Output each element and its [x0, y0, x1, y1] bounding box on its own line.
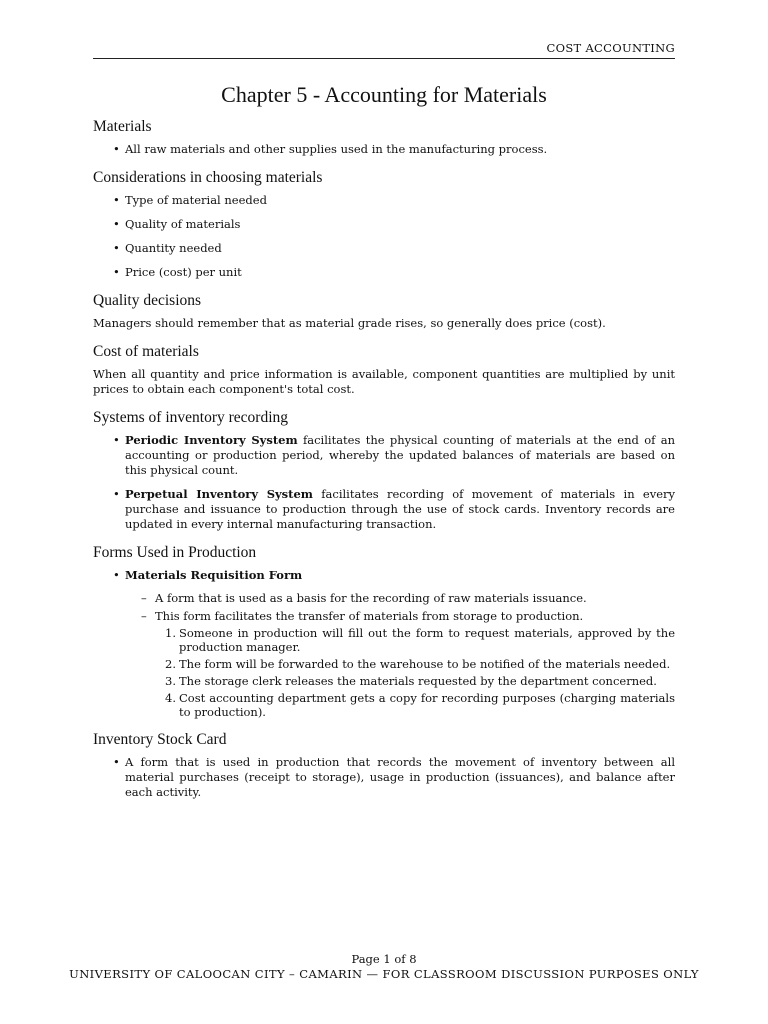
list-item [165, 657, 675, 671]
term-periodic: Periodic Inventory System [125, 433, 298, 447]
list-item [113, 755, 675, 800]
bullet-icon: • [113, 755, 120, 769]
dash-icon: – [141, 591, 147, 605]
list-item [165, 691, 675, 719]
section-inventory-stock-card [93, 731, 675, 800]
step-number: 3. [165, 674, 176, 688]
chapter-title: Chapter 5 - Accounting for Materials [221, 82, 547, 107]
list-item [141, 591, 675, 606]
list-item [165, 674, 675, 688]
section-heading: Quality decisions [93, 292, 202, 309]
list-item [113, 193, 675, 208]
paragraph: When all quantity and price information is available, component quantities are multiplied by unit prices to obtain each component's total cost. [93, 367, 675, 396]
section-heading: Cost of materials [93, 343, 199, 360]
bullet-icon: • [113, 217, 120, 231]
footer-institution: UNIVERSITY OF CALOOCAN CITY – CAMARIN — FOR CLASSROOM DISCUSSION PURPOSES ONLY [69, 967, 699, 981]
step-number: 2. [165, 657, 176, 671]
bullet-list [93, 142, 675, 157]
section-heading: Materials [93, 118, 152, 135]
section-heading: Inventory Stock Card [93, 731, 227, 748]
list-item-text: Price (cost) per unit [125, 265, 242, 279]
list-item-text: facilitates the physical counting of materials at the end of an accounting or production period, whereby the updated balances of materials are based on this physical count. [125, 433, 675, 477]
bullet-icon: • [113, 265, 120, 279]
bullet-icon: • [113, 487, 120, 501]
bullet-icon: • [113, 568, 120, 582]
page-footer [0, 952, 768, 982]
list-item-text: A form that is used in production that records the movement of inventory between all material purchases (receipt to storage), usage in production (issuances), and balance after each activity. [125, 755, 675, 799]
list-item-text: Someone in production will fill out the form to request materials, approved by the production manager. [179, 626, 675, 654]
list-item [113, 433, 675, 478]
page-content [93, 82, 675, 812]
bullet-list [93, 755, 675, 800]
bullet-icon: • [113, 142, 120, 156]
list-item-text: The storage clerk releases the materials requested by the department concerned. [179, 674, 657, 688]
list-item-text: facilitates recording of movement of materials in every purchase and issuance to production through the use of stock cards. Inventory records are updated in every internal manufacturing transaction. [125, 487, 676, 531]
form-name: Materials Requisition Form [125, 568, 303, 582]
page-number: Page 1 of 8 [351, 952, 417, 966]
bullet-list [93, 568, 675, 719]
paragraph: Managers should remember that as material grade rises, so generally does price (cost). [93, 316, 606, 330]
list-item-text: This form facilitates the transfer of materials from storage to production. [155, 609, 584, 623]
dash-list [125, 591, 675, 719]
list-item-text: Type of material needed [125, 193, 267, 207]
section-heading: Systems of inventory recording [93, 409, 289, 426]
section-quality-decisions [93, 292, 675, 331]
list-item [113, 241, 675, 256]
section-cost-of-materials [93, 343, 675, 397]
section-forms-used [93, 544, 675, 719]
section-heading: Forms Used in Production [93, 544, 257, 561]
list-item [113, 487, 675, 532]
list-item [113, 265, 675, 280]
section-inventory-systems [93, 409, 675, 532]
list-item-text: The form will be forwarded to the warehouse to be notified of the materials needed. [179, 657, 671, 671]
bullet-icon: • [113, 193, 120, 207]
list-item [113, 217, 675, 232]
list-item-text: A form that is used as a basis for the recording of raw materials issuance. [155, 591, 587, 605]
list-item [165, 626, 675, 654]
numbered-list [155, 626, 675, 719]
list-item [113, 142, 675, 157]
running-header: COST ACCOUNTING [93, 41, 675, 59]
list-item-text: Quality of materials [125, 217, 241, 231]
list-item-text: Cost accounting department gets a copy for recording purposes (charging materials to production). [179, 691, 675, 719]
list-item [113, 568, 675, 719]
step-number: 4. [165, 691, 176, 705]
term-perpetual: Perpetual Inventory System [125, 487, 313, 501]
step-number: 1. [165, 626, 176, 640]
bullet-list [93, 433, 675, 532]
section-considerations [93, 169, 675, 280]
bullet-list [93, 193, 675, 280]
section-heading: Considerations in choosing materials [93, 169, 323, 186]
list-item-text: All raw materials and other supplies used in the manufacturing process. [125, 142, 548, 156]
bullet-icon: • [113, 241, 120, 255]
section-materials [93, 118, 675, 157]
list-item [141, 609, 675, 719]
dash-icon: – [141, 609, 147, 623]
bullet-icon: • [113, 433, 120, 447]
list-item-text: Quantity needed [125, 241, 222, 255]
